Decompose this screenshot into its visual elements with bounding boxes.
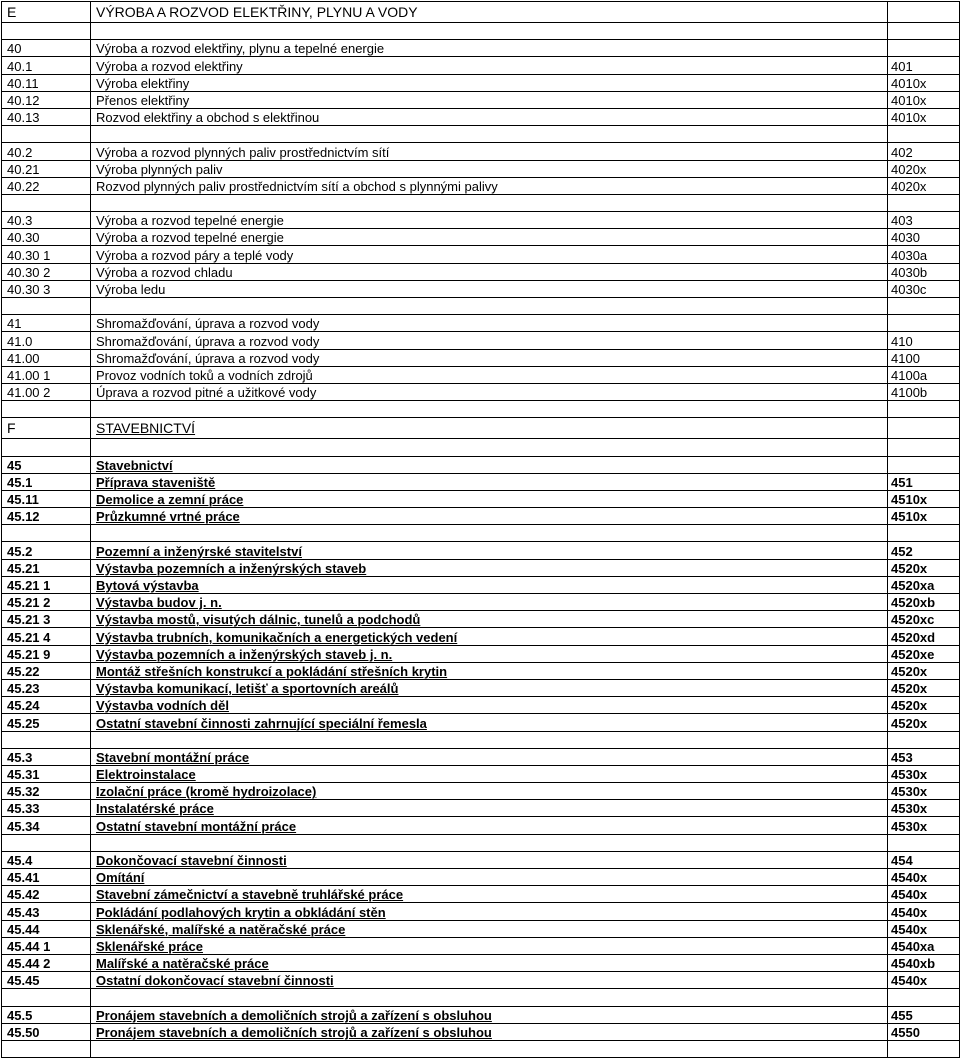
section-header-row — [2, 418, 960, 439]
number-cell: 4540x — [888, 920, 960, 937]
number-cell: 4530x — [888, 765, 960, 782]
empty-cell — [2, 23, 91, 40]
table-row — [2, 542, 960, 559]
description-cell: Ostatní stavební montážní práce — [91, 817, 888, 834]
empty-cell — [888, 525, 960, 542]
code-cell: 45.11 — [2, 490, 91, 507]
classification-table-body — [2, 2, 960, 1058]
number-cell — [888, 456, 960, 473]
description-cell: Ostatní stavební činnosti zahrnující speciální řemesla — [91, 714, 888, 731]
description-cell: Výstavba komunikací, letišť a sportovních areálů — [91, 679, 888, 696]
table-row — [2, 160, 960, 177]
table-row — [2, 645, 960, 662]
table-row — [2, 972, 960, 989]
code-cell: 45 — [2, 456, 91, 473]
table-row — [2, 91, 960, 108]
code-cell: 45.3 — [2, 748, 91, 765]
number-cell — [888, 418, 960, 439]
number-cell: 4520xb — [888, 594, 960, 611]
empty-cell — [2, 1040, 91, 1057]
number-cell: 4510x — [888, 508, 960, 525]
description-cell: Výroba a rozvod elektřiny — [91, 57, 888, 74]
description-cell: Úprava a rozvod pitné a užitkové vody — [91, 383, 888, 400]
code-cell: 40.30 3 — [2, 280, 91, 297]
number-cell: 4530x — [888, 783, 960, 800]
table-row — [2, 920, 960, 937]
number-cell: 4530x — [888, 800, 960, 817]
empty-cell — [888, 298, 960, 315]
blank-row — [2, 126, 960, 143]
description-cell: STAVEBNICTVÍ — [91, 418, 888, 439]
empty-cell — [888, 1040, 960, 1057]
table-row — [2, 954, 960, 971]
number-cell: 452 — [888, 542, 960, 559]
code-cell: 45.12 — [2, 508, 91, 525]
table-row — [2, 611, 960, 628]
description-cell: Pronájem stavebních a demoličních strojů a zařízení s obsluhou — [91, 1023, 888, 1040]
description-cell: Výstavba mostů, visutých dálnic, tunelů a podchodů — [91, 611, 888, 628]
number-cell: 4020x — [888, 160, 960, 177]
code-cell: 45.33 — [2, 800, 91, 817]
code-cell: 45.24 — [2, 697, 91, 714]
number-cell: 455 — [888, 1006, 960, 1023]
table-row — [2, 800, 960, 817]
table-row — [2, 246, 960, 263]
empty-cell — [91, 23, 888, 40]
table-row — [2, 212, 960, 229]
description-cell: Výroba ledu — [91, 280, 888, 297]
table-row — [2, 473, 960, 490]
description-cell: Výroba plynných paliv — [91, 160, 888, 177]
table-row — [2, 490, 960, 507]
number-cell: 4540x — [888, 903, 960, 920]
number-cell: 4530x — [888, 817, 960, 834]
description-cell: Demolice a zemní práce — [91, 490, 888, 507]
code-cell: 45.23 — [2, 679, 91, 696]
number-cell: 401 — [888, 57, 960, 74]
empty-cell — [888, 126, 960, 143]
description-cell: Příprava staveniště — [91, 473, 888, 490]
code-cell: 40.2 — [2, 143, 91, 160]
description-cell: Ostatní dokončovací stavební činnosti — [91, 972, 888, 989]
code-cell: 40.30 2 — [2, 263, 91, 280]
code-cell: 45.21 4 — [2, 628, 91, 645]
description-cell: Dokončovací stavební činnosti — [91, 851, 888, 868]
table-row — [2, 679, 960, 696]
number-cell: 4100 — [888, 349, 960, 366]
empty-cell — [888, 731, 960, 748]
table-row — [2, 143, 960, 160]
description-cell: Výstavba vodních děl — [91, 697, 888, 714]
table-row — [2, 748, 960, 765]
empty-cell — [91, 989, 888, 1006]
code-cell: 45.21 9 — [2, 645, 91, 662]
code-cell: 40.22 — [2, 177, 91, 194]
code-cell: 40.3 — [2, 212, 91, 229]
number-cell: 4010x — [888, 74, 960, 91]
empty-cell — [91, 194, 888, 211]
empty-cell — [2, 525, 91, 542]
table-row — [2, 1006, 960, 1023]
classification-table — [1, 1, 960, 1058]
table-row — [2, 817, 960, 834]
empty-cell — [2, 989, 91, 1006]
number-cell: 4100b — [888, 383, 960, 400]
description-cell: Stavební zámečnictví a stavebně truhlářské práce — [91, 886, 888, 903]
code-cell: 45.22 — [2, 662, 91, 679]
description-cell: Shromažďování, úprava a rozvod vody — [91, 315, 888, 332]
empty-cell — [2, 126, 91, 143]
number-cell: 4540x — [888, 886, 960, 903]
blank-row — [2, 834, 960, 851]
number-cell: 454 — [888, 851, 960, 868]
description-cell: Výstavba pozemních a inženýrských staveb — [91, 559, 888, 576]
empty-cell — [2, 298, 91, 315]
empty-cell — [2, 401, 91, 418]
blank-row — [2, 23, 960, 40]
code-cell: 45.4 — [2, 851, 91, 868]
empty-cell — [888, 834, 960, 851]
description-cell: Instalatérské práce — [91, 800, 888, 817]
empty-cell — [2, 439, 91, 456]
description-cell: Výstavba budov j. n. — [91, 594, 888, 611]
number-cell: 4010x — [888, 91, 960, 108]
blank-row — [2, 194, 960, 211]
blank-row — [2, 401, 960, 418]
description-cell: Výroba a rozvod chladu — [91, 263, 888, 280]
table-row — [2, 57, 960, 74]
blank-row — [2, 1040, 960, 1057]
description-cell: Výstavba trubních, komunikačních a energetických vedení — [91, 628, 888, 645]
code-cell: 45.41 — [2, 869, 91, 886]
table-row — [2, 937, 960, 954]
code-cell: 40.30 — [2, 229, 91, 246]
description-cell: Bytová výstavba — [91, 576, 888, 593]
empty-cell — [91, 298, 888, 315]
code-cell: 45.2 — [2, 542, 91, 559]
code-cell: 45.1 — [2, 473, 91, 490]
table-row — [2, 714, 960, 731]
code-cell: 40.30 1 — [2, 246, 91, 263]
empty-cell — [2, 194, 91, 211]
section-header-row — [2, 2, 960, 23]
table-row — [2, 40, 960, 57]
table-row — [2, 869, 960, 886]
code-cell: 40.12 — [2, 91, 91, 108]
table-row — [2, 280, 960, 297]
empty-cell — [2, 731, 91, 748]
number-cell: 4520x — [888, 697, 960, 714]
table-row — [2, 903, 960, 920]
description-cell: Výroba a rozvod plynných paliv prostřednictvím sítí — [91, 143, 888, 160]
description-cell: Izolační práce (kromě hydroizolace) — [91, 783, 888, 800]
description-cell: Elektroinstalace — [91, 765, 888, 782]
description-cell: Rozvod plynných paliv prostřednictvím sítí a obchod s plynnými palivy — [91, 177, 888, 194]
number-cell: 4520xe — [888, 645, 960, 662]
table-row — [2, 628, 960, 645]
blank-row — [2, 731, 960, 748]
code-cell: 45.45 — [2, 972, 91, 989]
table-row — [2, 783, 960, 800]
code-cell: 41.0 — [2, 332, 91, 349]
blank-row — [2, 298, 960, 315]
table-row — [2, 263, 960, 280]
code-cell: 45.32 — [2, 783, 91, 800]
number-cell: 4100a — [888, 366, 960, 383]
description-cell: Pozemní a inženýrské stavitelství — [91, 542, 888, 559]
code-cell: 45.31 — [2, 765, 91, 782]
table-row — [2, 108, 960, 125]
code-cell: 45.21 — [2, 559, 91, 576]
number-cell: 4540x — [888, 972, 960, 989]
description-cell: Průzkumné vrtné práce — [91, 508, 888, 525]
table-row — [2, 456, 960, 473]
code-cell: 45.25 — [2, 714, 91, 731]
number-cell: 4520x — [888, 662, 960, 679]
empty-cell — [888, 401, 960, 418]
empty-cell — [91, 525, 888, 542]
number-cell: 4540x — [888, 869, 960, 886]
table-row — [2, 662, 960, 679]
empty-cell — [2, 834, 91, 851]
table-row — [2, 697, 960, 714]
code-cell: 45.44 2 — [2, 954, 91, 971]
table-row — [2, 315, 960, 332]
description-cell: Výroba a rozvod tepelné energie — [91, 229, 888, 246]
code-cell: 40 — [2, 40, 91, 57]
table-row — [2, 576, 960, 593]
table-row — [2, 332, 960, 349]
table-row — [2, 765, 960, 782]
number-cell: 4520xd — [888, 628, 960, 645]
number-cell: 4030 — [888, 229, 960, 246]
number-cell: 4520x — [888, 679, 960, 696]
description-cell: Malířské a natěračské práce — [91, 954, 888, 971]
code-cell: 41.00 — [2, 349, 91, 366]
number-cell: 4510x — [888, 490, 960, 507]
number-cell: 403 — [888, 212, 960, 229]
code-cell: 40.21 — [2, 160, 91, 177]
description-cell: Pokládání podlahových krytin a obkládání stěn — [91, 903, 888, 920]
empty-cell — [888, 439, 960, 456]
empty-cell — [91, 439, 888, 456]
number-cell: 4030b — [888, 263, 960, 280]
number-cell: 451 — [888, 473, 960, 490]
number-cell: 4030c — [888, 280, 960, 297]
code-cell: 45.21 3 — [2, 611, 91, 628]
code-cell: 45.34 — [2, 817, 91, 834]
number-cell: 453 — [888, 748, 960, 765]
empty-cell — [888, 989, 960, 1006]
table-row — [2, 177, 960, 194]
code-cell: 41.00 2 — [2, 383, 91, 400]
number-cell: 4020x — [888, 177, 960, 194]
empty-cell — [91, 731, 888, 748]
number-cell — [888, 315, 960, 332]
description-cell: Shromažďování, úprava a rozvod vody — [91, 332, 888, 349]
description-cell: Sklenářské práce — [91, 937, 888, 954]
number-cell: 4520x — [888, 714, 960, 731]
description-cell: Pronájem stavebních a demoličních strojů a zařízení s obsluhou — [91, 1006, 888, 1023]
table-row — [2, 508, 960, 525]
table-row — [2, 229, 960, 246]
number-cell: 402 — [888, 143, 960, 160]
empty-cell — [91, 834, 888, 851]
table-row — [2, 594, 960, 611]
blank-row — [2, 439, 960, 456]
description-cell: Sklenářské, malířské a natěračské práce — [91, 920, 888, 937]
number-cell — [888, 2, 960, 23]
description-cell: Omítání — [91, 869, 888, 886]
description-cell: Stavebnictví — [91, 456, 888, 473]
code-cell: 45.5 — [2, 1006, 91, 1023]
table-row — [2, 349, 960, 366]
code-cell: 40.13 — [2, 108, 91, 125]
empty-cell — [888, 194, 960, 211]
table-row — [2, 366, 960, 383]
number-cell — [888, 40, 960, 57]
table-row — [2, 851, 960, 868]
code-cell: 40.1 — [2, 57, 91, 74]
code-cell: 45.44 1 — [2, 937, 91, 954]
description-cell: Výroba a rozvod tepelné energie — [91, 212, 888, 229]
number-cell: 4010x — [888, 108, 960, 125]
number-cell: 4550 — [888, 1023, 960, 1040]
table-row — [2, 383, 960, 400]
number-cell: 4540xa — [888, 937, 960, 954]
code-cell: 41.00 1 — [2, 366, 91, 383]
description-cell: Rozvod elektřiny a obchod s elektřinou — [91, 108, 888, 125]
blank-row — [2, 525, 960, 542]
number-cell: 4030a — [888, 246, 960, 263]
number-cell: 410 — [888, 332, 960, 349]
number-cell: 4520xc — [888, 611, 960, 628]
table-row — [2, 74, 960, 91]
description-cell: Montáž střešních konstrukcí a pokládání střešních krytin — [91, 662, 888, 679]
description-cell: Stavební montážní práce — [91, 748, 888, 765]
blank-row — [2, 989, 960, 1006]
empty-cell — [91, 401, 888, 418]
number-cell: 4520xa — [888, 576, 960, 593]
number-cell: 4520x — [888, 559, 960, 576]
description-cell: Shromažďování, úprava a rozvod vody — [91, 349, 888, 366]
description-cell: Výstavba pozemních a inženýrských staveb j. n. — [91, 645, 888, 662]
code-cell: 45.42 — [2, 886, 91, 903]
description-cell: VÝROBA A ROZVOD ELEKTŘINY, PLYNU A VODY — [91, 2, 888, 23]
code-cell: 45.50 — [2, 1023, 91, 1040]
code-cell: 40.11 — [2, 74, 91, 91]
code-cell: 45.21 2 — [2, 594, 91, 611]
code-cell: 41 — [2, 315, 91, 332]
description-cell: Výroba elektřiny — [91, 74, 888, 91]
empty-cell — [888, 23, 960, 40]
table-row — [2, 1023, 960, 1040]
description-cell: Přenos elektřiny — [91, 91, 888, 108]
code-cell: E — [2, 2, 91, 23]
code-cell: 45.43 — [2, 903, 91, 920]
table-row — [2, 559, 960, 576]
code-cell: F — [2, 418, 91, 439]
empty-cell — [91, 126, 888, 143]
code-cell: 45.44 — [2, 920, 91, 937]
code-cell: 45.21 1 — [2, 576, 91, 593]
number-cell: 4540xb — [888, 954, 960, 971]
description-cell: Výroba a rozvod páry a teplé vody — [91, 246, 888, 263]
empty-cell — [91, 1040, 888, 1057]
description-cell: Výroba a rozvod elektřiny, plynu a tepelné energie — [91, 40, 888, 57]
table-row — [2, 886, 960, 903]
description-cell: Provoz vodních toků a vodních zdrojů — [91, 366, 888, 383]
